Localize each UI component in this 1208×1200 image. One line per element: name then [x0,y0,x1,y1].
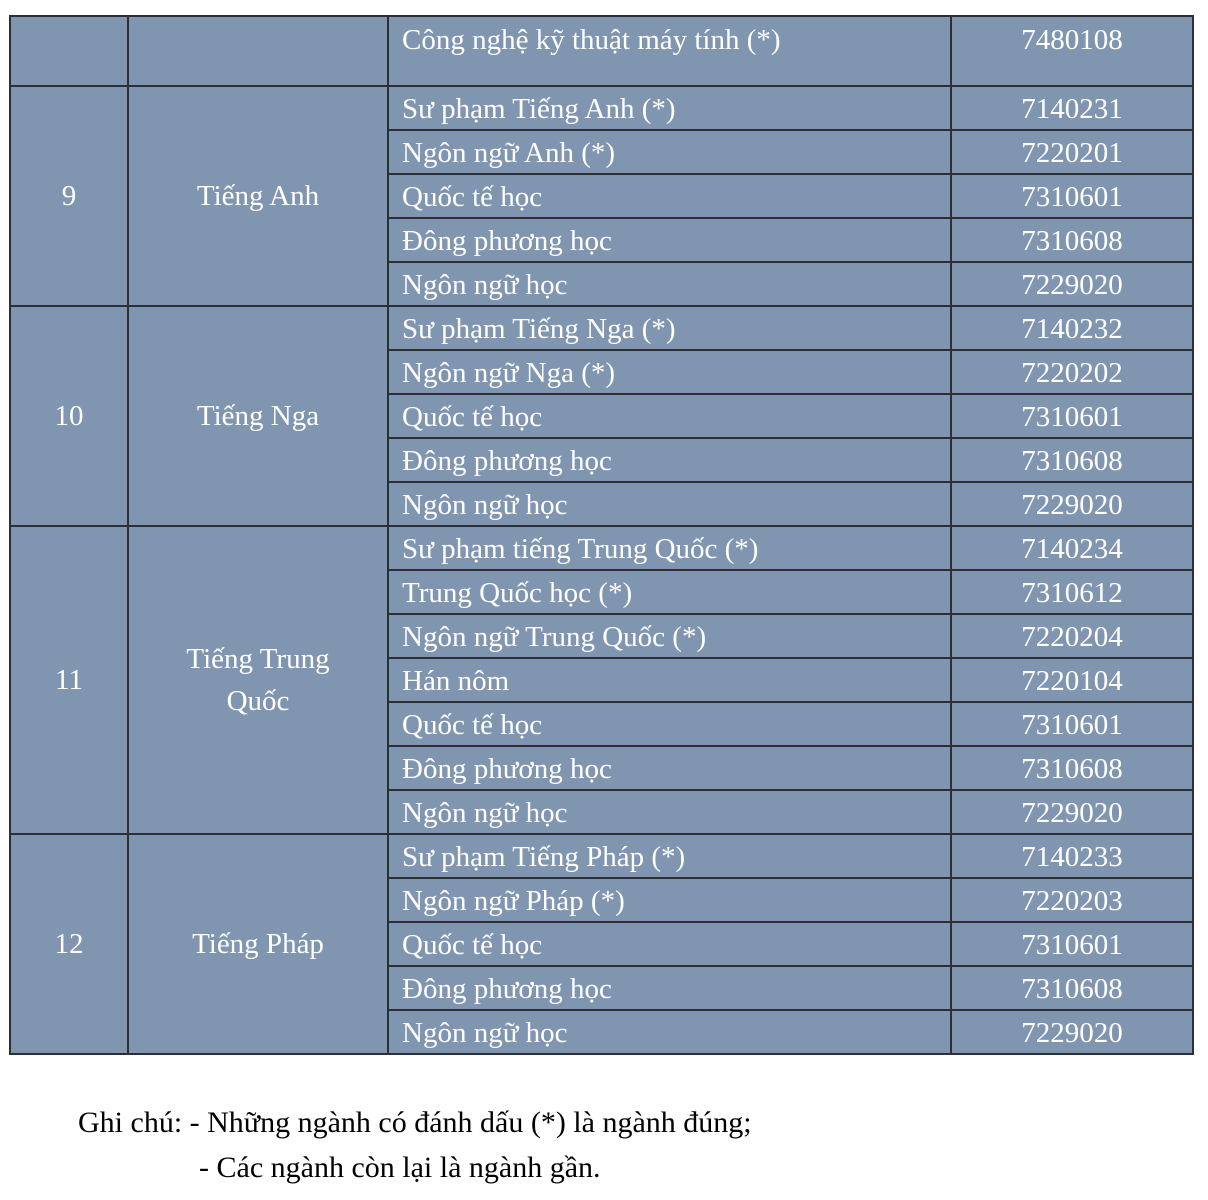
major-name-cell: Đông phương học [388,966,951,1010]
major-code-cell: 7229020 [951,262,1193,306]
major-code-cell: 7140233 [951,834,1193,878]
major-name-cell: Ngôn ngữ Nga (*) [388,350,951,394]
group-language-cell: Tiếng Nga [128,306,388,526]
major-name-cell: Trung Quốc học (*) [388,570,951,614]
group-number-cell [10,16,128,86]
group-number-cell: 9 [10,86,128,306]
table-row [10,16,1193,86]
major-code-cell: 7229020 [951,482,1193,526]
group-number-cell: 12 [10,834,128,1054]
major-code-cell: 7310608 [951,218,1193,262]
major-code-cell: 7310612 [951,570,1193,614]
table-row [10,834,1193,878]
major-code-cell: 7220202 [951,350,1193,394]
major-code-cell: 7229020 [951,1010,1193,1054]
group-language-cell [128,16,388,86]
group-number-cell: 10 [10,306,128,526]
major-name-cell: Đông phương học [388,218,951,262]
major-name-cell: Quốc tế học [388,394,951,438]
major-code-cell: 7310601 [951,702,1193,746]
table-row [10,526,1193,570]
major-name-cell: Hán nôm [388,658,951,702]
major-name-cell: Ngôn ngữ học [388,262,951,306]
major-code-cell: 7310601 [951,922,1193,966]
majors-table [9,15,1194,1055]
major-code-cell: 7310608 [951,438,1193,482]
note-line-1: Ghi chú: - Những ngành có đánh dấu (*) là ngành đúng; [78,1106,752,1139]
major-name-cell: Công nghệ kỹ thuật máy tính (*) [388,16,951,86]
major-name-cell: Sư phạm Tiếng Pháp (*) [388,834,951,878]
major-name-cell: Đông phương học [388,438,951,482]
major-code-cell: 7140232 [951,306,1193,350]
major-name-cell: Sư phạm tiếng Trung Quốc (*) [388,526,951,570]
table-row [10,306,1193,350]
major-code-cell: 7310601 [951,174,1193,218]
major-code-cell: 7220203 [951,878,1193,922]
major-name-cell: Sư phạm Tiếng Anh (*) [388,86,951,130]
major-name-cell: Đông phương học [388,746,951,790]
group-language-cell: Tiếng Pháp [128,834,388,1054]
major-name-cell: Ngôn ngữ học [388,790,951,834]
major-code-cell: 7220204 [951,614,1193,658]
major-name-cell: Ngôn ngữ học [388,1010,951,1054]
major-name-cell: Ngôn ngữ Pháp (*) [388,878,951,922]
major-name-cell: Quốc tế học [388,174,951,218]
major-code-cell: 7310601 [951,394,1193,438]
major-code-cell: 7220104 [951,658,1193,702]
major-name-cell: Ngôn ngữ học [388,482,951,526]
major-name-cell: Quốc tế học [388,922,951,966]
table-row [10,86,1193,130]
group-number-cell: 11 [10,526,128,834]
major-name-cell: Sư phạm Tiếng Nga (*) [388,306,951,350]
major-code-cell: 7140234 [951,526,1193,570]
group-language-cell: Tiếng Trung Quốc [128,526,388,834]
majors-table-body [10,16,1193,1054]
note-line-2: - Các ngành còn lại là ngành gần. [199,1151,601,1184]
major-name-cell: Ngôn ngữ Anh (*) [388,130,951,174]
major-code-cell: 7310608 [951,966,1193,1010]
group-language-cell: Tiếng Anh [128,86,388,306]
major-code-cell: 7310608 [951,746,1193,790]
major-code-cell: 7229020 [951,790,1193,834]
major-name-cell: Ngôn ngữ Trung Quốc (*) [388,614,951,658]
major-name-cell: Quốc tế học [388,702,951,746]
major-code-cell: 7220201 [951,130,1193,174]
major-code-cell: 7140231 [951,86,1193,130]
major-code-cell: 7480108 [951,16,1193,86]
